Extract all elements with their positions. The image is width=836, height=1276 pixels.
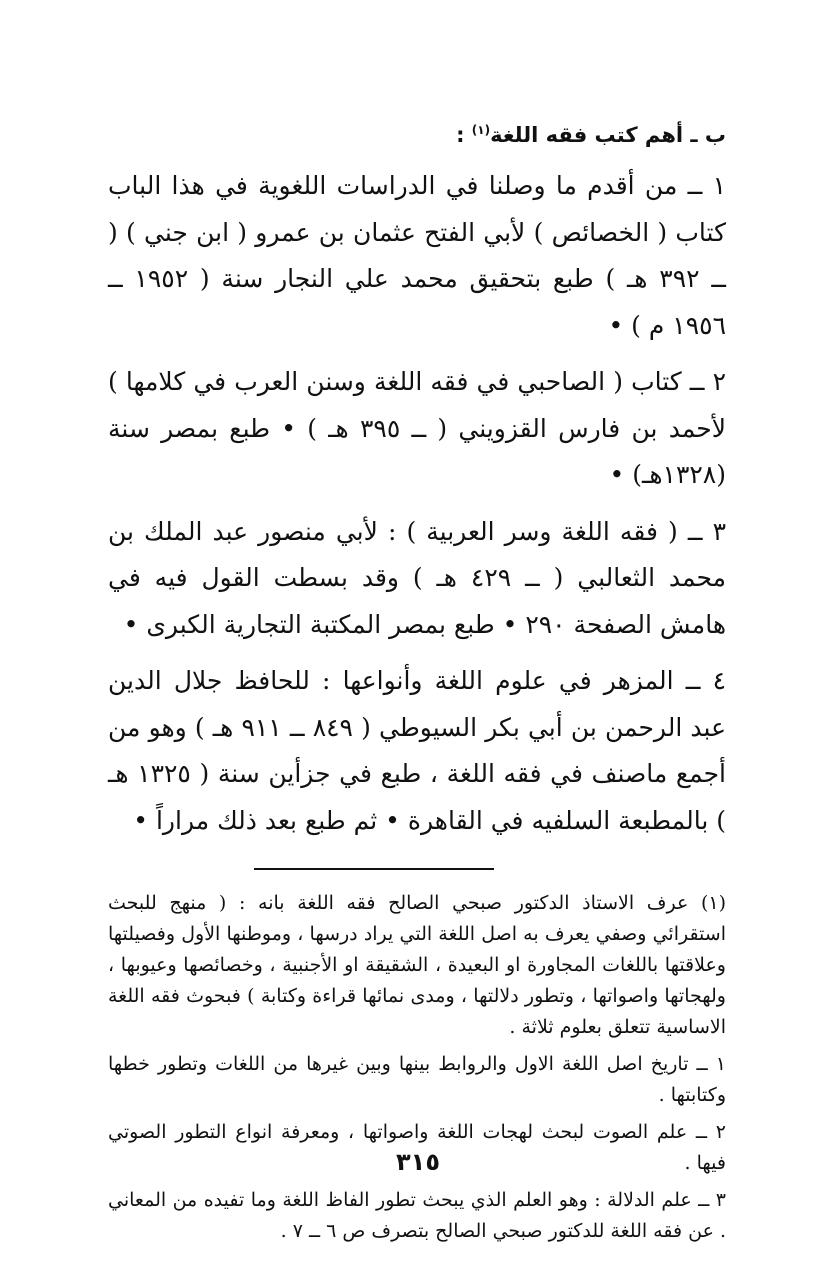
footnotes: [108, 888, 726, 1247]
book-entry-1: ١ ــ من أقدم ما وصلنا في الدراسات اللغوية في هذا الباب كتاب ( الخصائص ) لأبي الفتح عثمان بن عمرو ( ابن جني ) ( ــ ٣٩٢ هـ ) طبع بتحقيق محمد علي النجار سنة ( ١٩٥٢ ــ ١٩٥٦ م ) •: [108, 171, 726, 340]
footnote-marker: (١): [471, 123, 491, 137]
footnote-item-3: ٣ ــ علم الدلالة : وهو العلم الذي يبحث تطور الفاظ اللغة وما تفيده من المعاني . عن فقه اللغة للدكتور صبحي الصالح بتصرف ص ٦ ــ ٧ .: [108, 1189, 726, 1242]
footnote-1: (١) عرف الاستاذ الدكتور صبحي الصالح فقه اللغة بانه : ( منهج للبحث استقرائي وصفي يعرف به اصل اللغة التي يراد درسها ، وموطنها الأول وفصيلتها وعلاقتها باللغات المجاورة او البعيدة ، الشقيقة او الأجنبية ، وخصائصها وعيوبها ، ولهجاتها واصواتها ، وتطور دلالتها ، ومدى نمائها قراءة وكتابة ) فبحوث فقه اللغة الاساسية تتعلق بعلوم ثلاثة .: [108, 892, 726, 1038]
section-heading: [108, 112, 726, 153]
footnote-item-2: ٢ ــ علم الصوت لبحث لهجات اللغة واصواتها ، ومعرفة انواع التطور الصوتي فيها .: [108, 1121, 726, 1174]
heading-colon: :: [456, 123, 472, 147]
main-text: [108, 163, 726, 844]
book-entry-4: ٤ ــ المزهر في علوم اللغة وأنواعها : للحافظ جلال الدين عبد الرحمن بن أبي بكر السيوطي ( ٨٤٩ ــ ٩١١ هـ ) وهو من أجمع ماصنف في فقه اللغة ، طبع في جزأين سنة ( ١٣٢٥ هـ ) بالمطبعة السلفيه في القاهرة • ثم طبع بعد ذلك مراراً •: [108, 666, 727, 835]
book-entry-2: ٢ ــ كتاب ( الصاحبي في فقه اللغة وسنن العرب في كلامها ) لأحمد بن فارس القزويني ( ــ ٣٩٥ هـ ) • طبع بمصر سنة (١٣٢٨هـ) •: [108, 367, 727, 489]
book-entry-3: ٣ ــ ( فقه اللغة وسر العربية ) : لأبي منصور عبد الملك بن محمد الثعالبي ( ــ ٤٢٩ هـ ) وقد بسطت القول فيه في هامش الصفحة ٢٩٠ • طبع بمصر المكتبة التجارية الكبرى •: [108, 516, 727, 639]
footnote-item-1: ١ ــ تاريخ اصل اللغة الاول والروابط بينها وبين غيرها من اللغات وتطور خطها وكتابتها .: [108, 1053, 726, 1106]
footnote-divider: [254, 868, 494, 870]
heading-text: ب ـ أهم كتب فقه اللغة: [490, 123, 726, 147]
page-number: ٣١٥: [396, 1148, 440, 1176]
